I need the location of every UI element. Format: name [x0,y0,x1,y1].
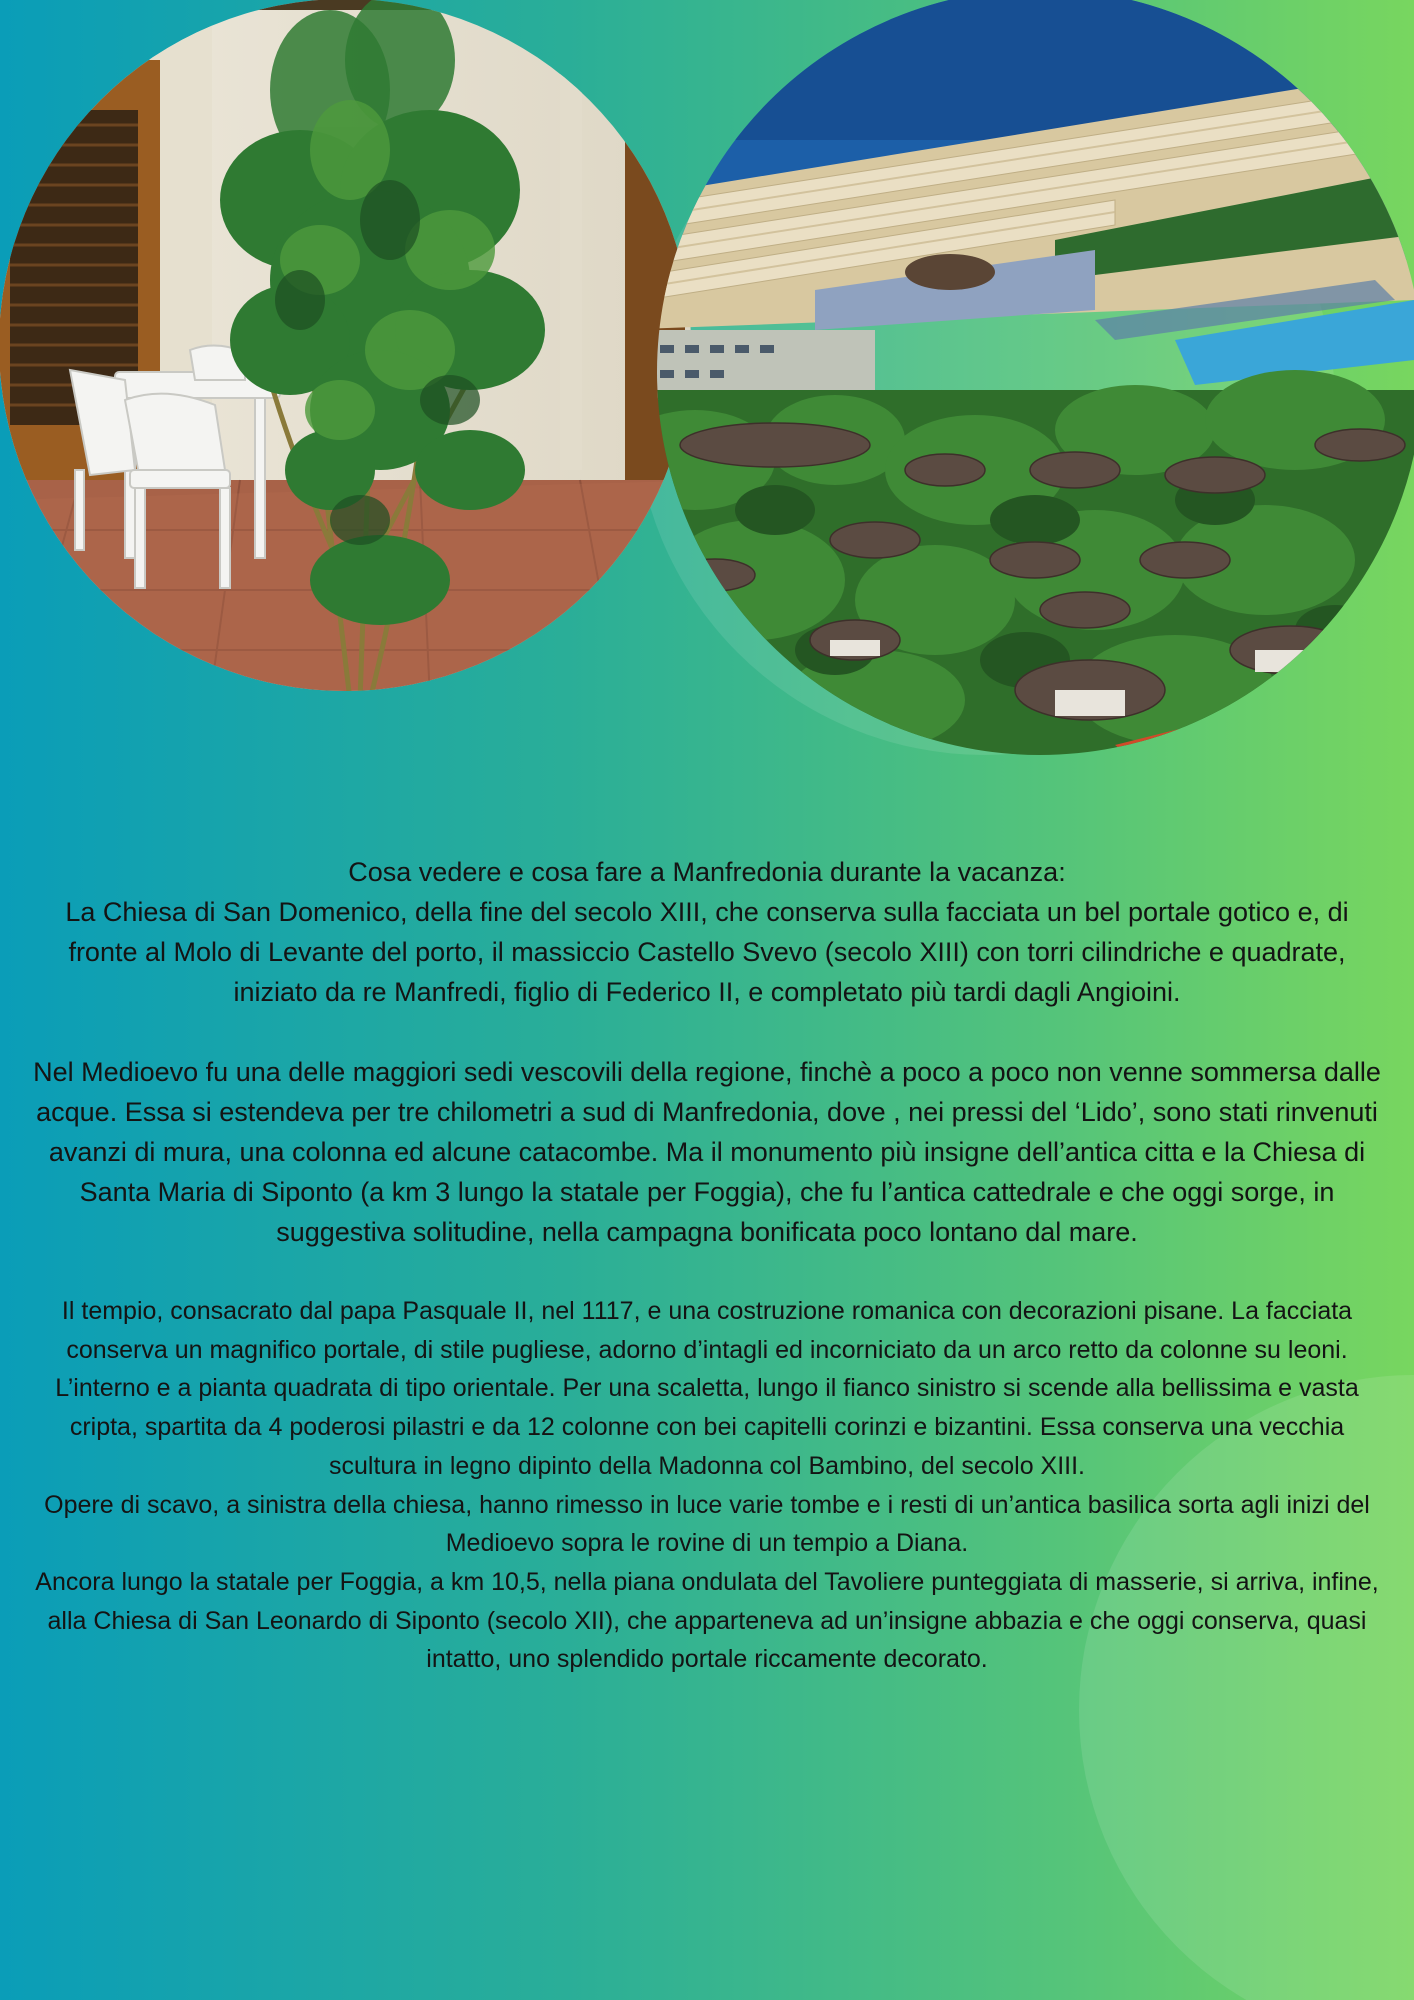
paragraph-san-domenico: La Chiesa di San Domenico, della fine del secolo XIII, che conserva sulla facciata un bel portale gotico e, di fronte al Molo di Levante del porto, il massiccio Castello Svevo (secolo XIII) con torri cilindriche e quadrate, iniziato da re Manfredi, figlio di Federico II, e completato più tardi dagli Angioini. [65,897,1349,1007]
paragraph-scavo: Opere di scavo, a sinistra della chiesa, hanno rimesso in luce varie tombe e i resti di un’antica basilica sorta agli inizi del Medioevo sopra le rovine di un tempio a Diana. [44,1490,1370,1558]
paragraph-san-leonardo: Ancora lungo la statale per Foggia, a km 10,5, nella piana ondulata del Tavoliere punteggiata di masserie, si arriva, infine, alla Chiesa di San Leonardo di Siponto (secolo XII), che apparteneva ad un’insigne abbazia e che oggi conserva, quasi intatto, uno splendido portale riccamente decorato. [35,1567,1379,1674]
paragraph-siponto: Nel Medioevo fu una delle maggiori sedi vescovili della regione, finchè a poco a poco non venne sommersa dalle acque. Essa si estendeva per tre chilometri a sud di Manfredonia, dove , nei pressi del ‘Lido’, sono stati rinvenuti avanzi di mura, una colonna ed alcune catacombe. Ma il monumento più insigne dell’antica citta e la Chiesa di Santa Maria di Siponto (a km 3 lungo la statale per Foggia), che fu l’antica cattedrale e che oggi sorge, in suggestiva solitudine, nella campagna bonificata poco lontano dal mare. [33,1057,1381,1247]
terrace-photo [0,0,720,700]
resort-aerial-photo [615,0,1414,760]
paragraph-tempio: Il tempio, consacrato dal papa Pasquale II, nel 1117, e una costruzione romanica con decorazioni pisane. La facciata conserva un magnifico portale, di stile pugliese, adorno d’intagli ed incorniciato da un arco retto da colonne su leoni. L’interno e a pianta quadrata di tipo orientale. Per una scaletta, lungo il fianco sinistro si scende alla bellissima e vasta cripta, spartita da 4 poderosi pilastri e da 12 colonne con bei capitelli corinzi e bizantini. Essa conserva una vecchia scultura in legno dipinto della Madonna col Bambino, del secolo XIII. [55,1297,1359,1480]
main-text [30,852,1384,1679]
section-heading: Cosa vedere e cosa fare a Manfredonia durante la vacanza: [348,857,1066,887]
